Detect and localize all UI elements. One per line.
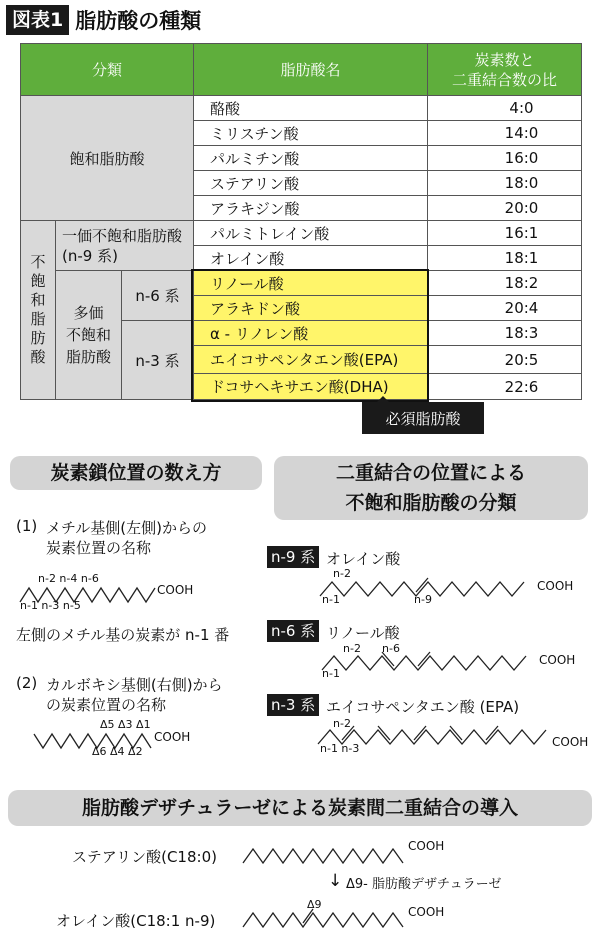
row-name-essential: エイコサペンタエン酸(EPA) <box>193 345 428 374</box>
item1-line1: メチル基側(左側)からの <box>46 519 207 537</box>
row-ratio: 16:0 <box>427 145 582 171</box>
chain1-top-labels: n-2 n-4 n-6 <box>38 572 99 585</box>
row-ratio: 18:0 <box>427 170 582 196</box>
row-name: パルミトレイン酸 <box>193 220 428 246</box>
subgroup-polyunsaturated: 多価 不飽和 脂肪酸 <box>55 270 122 400</box>
tag-n3: n-3 系 <box>267 694 319 716</box>
section-header-desaturase: 脂肪酸デザチュラーゼによる炭素間二重結合の導入 <box>8 790 592 826</box>
n9-mark: n-9 <box>414 593 432 606</box>
n9-cooh: COOH <box>537 579 574 593</box>
figure-badge: 図表1 <box>6 5 69 35</box>
item2-number: (2) <box>16 674 38 692</box>
down-arrow-icon: ↓ <box>328 871 343 891</box>
chain1-bottom-labels: n-1 n-3 n-5 <box>20 599 81 612</box>
n6-bottom-label: n-1 <box>322 667 340 680</box>
row-name-essential: α - リノレン酸 <box>193 320 428 346</box>
series-n6: n-6 系 <box>121 270 194 321</box>
oleic-label: オレイン酸(C18:1 n-9) <box>56 912 216 930</box>
row-ratio: 18:2 <box>427 270 582 296</box>
tag-n6: n-6 系 <box>267 620 319 642</box>
chain2-bottom-labels: Δ6 Δ4 Δ2 <box>92 745 143 758</box>
row-ratio: 4:0 <box>427 95 582 121</box>
stearic-label: ステアリン酸(C18:0) <box>72 848 217 866</box>
oleic-cooh: COOH <box>408 905 445 919</box>
n6-cooh: COOH <box>539 653 576 667</box>
series-n3: n-3 系 <box>121 320 194 400</box>
row-ratio: 20:5 <box>427 345 582 374</box>
delta9-label: Δ9 <box>307 898 322 911</box>
row-name: 酪酸 <box>193 95 428 121</box>
stearic-cooh: COOH <box>408 839 445 853</box>
n3-acid-name: エイコサペンタエン酸 (EPA) <box>326 698 520 716</box>
row-name: オレイン酸 <box>193 245 428 271</box>
figure-heading: 脂肪酸の種類 <box>75 9 202 33</box>
group-unsaturated: 不 飽 和 脂 肪 酸 <box>20 220 56 400</box>
row-ratio: 18:1 <box>427 245 582 271</box>
n6-top-label: n-2 <box>343 642 361 655</box>
n6-chain <box>322 652 532 674</box>
row-ratio: 18:3 <box>427 320 582 346</box>
row-name: ミリスチン酸 <box>193 120 428 146</box>
n6-acid-name: リノール酸 <box>326 624 400 642</box>
n9-acid-name: オレイン酸 <box>326 550 401 568</box>
n6-mark: n-6 <box>382 642 400 655</box>
section-header-double-bond-class: 二重結合の位置による 不飽和脂肪酸の分類 <box>274 456 588 520</box>
item2-line1: カルボキシ基側(右側)から <box>46 676 223 694</box>
row-ratio: 22:6 <box>427 373 582 400</box>
fatty-acid-table <box>20 43 582 400</box>
row-ratio: 14:0 <box>427 120 582 146</box>
tag-n9: n-9 系 <box>267 546 319 568</box>
desaturase-label: Δ9- 脂肪酸デザチュラーゼ <box>346 877 502 892</box>
methyl-note: 左側のメチル基の炭素が n-1 番 <box>16 626 230 644</box>
subgroup-monounsaturated: 一価不飽和脂肪酸 (n-9 系) <box>55 220 194 271</box>
row-ratio: 16:1 <box>427 220 582 246</box>
row-ratio: 20:4 <box>427 295 582 321</box>
row-name: パルミチン酸 <box>193 145 428 171</box>
n3-bottom-label: n-1 n-3 <box>320 742 360 755</box>
chain1-cooh: COOH <box>157 583 194 597</box>
stearic-chain <box>243 845 413 865</box>
chain2-cooh: COOH <box>154 730 191 744</box>
n3-top-label: n-2 <box>333 717 351 730</box>
header-ratio: 炭素数と 二重結合数の比 <box>427 43 582 96</box>
row-name-essential: アラキドン酸 <box>193 295 428 321</box>
essential-label: 必須脂肪酸 <box>362 402 484 434</box>
figure-title <box>6 4 201 36</box>
row-name-essential: ドコサヘキサエン酸(DHA) <box>193 373 428 400</box>
row-name-essential: リノール酸 <box>193 270 428 296</box>
item1-number: (1) <box>16 517 38 535</box>
item2-line2: の炭素位置の名称 <box>46 696 167 714</box>
item1-line2: 炭素位置の名称 <box>46 539 152 557</box>
row-ratio: 20:0 <box>427 195 582 221</box>
header-fatty-acid-name: 脂肪酸名 <box>193 43 428 96</box>
section-header-carbon-position: 炭素鎖位置の数え方 <box>10 456 262 490</box>
group-saturated: 飽和脂肪酸 <box>20 95 194 221</box>
header-classification: 分類 <box>20 43 194 96</box>
oleic-chain <box>243 909 413 929</box>
row-name: ステアリン酸 <box>193 170 428 196</box>
chain2-top-labels: Δ5 Δ3 Δ1 <box>100 718 151 731</box>
n9-top-label: n-2 <box>333 567 351 580</box>
n9-bottom-label: n-1 <box>322 593 340 606</box>
essential-highlight-frame <box>191 269 429 402</box>
n3-cooh: COOH <box>552 735 589 749</box>
row-name: アラキジン酸 <box>193 195 428 221</box>
